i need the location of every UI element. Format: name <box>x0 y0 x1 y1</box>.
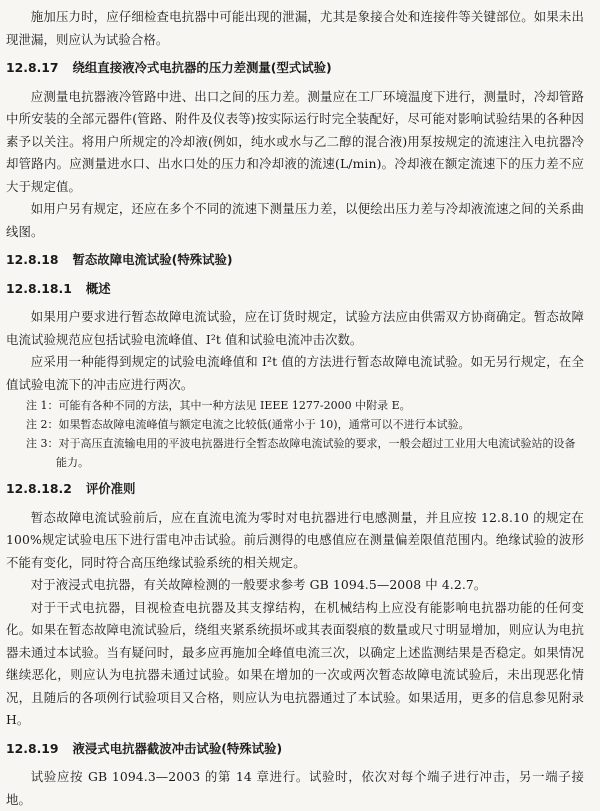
section-title: 暂态故障电流试验(特殊试验) <box>72 252 233 267</box>
paragraph-liquid-immersed: 对于液浸式电抗器，有关故障检测的一般要求参考 GB 1094.5—2008 中 4.2.7。 <box>30 577 487 592</box>
paragraph-pressure-curve: 如用户另有规定，还应在多个不同的流速下测量压力差，以便绘出压力差与冷却液流速之间的关系曲线图。 <box>6 201 584 239</box>
section-number: 12.8.18 <box>6 252 59 267</box>
note-1: 注 1：可能有各种不同的方法，其中一种方法见 IEEE 1277-2000 中附录 E。 <box>26 399 411 412</box>
section-title: 绕组直接液冷式电抗器的压力差测量(型式试验) <box>72 60 332 75</box>
section-heading-12-8-18-1 <box>0 278 600 301</box>
paragraph-transient-method: 应采用一种能得到规定的试验电流峰值和 I²t 值的方法进行暂态故障电流试验。如无另行规定，在全值试验电流下的冲击应进行两次。 <box>6 354 584 392</box>
note-3 <box>0 434 600 472</box>
paragraph-pressure-measure: 应测量电抗器液冷管路中进、出口之间的压力差。测量应在工厂环境温度下进行，测量时，冷却管路中所安装的全部元器件(管路、附件及仪表等)按实际运行时完全装配好，尽可能对影响试验结果的各种因素予以关注。将用户所规定的冷却液(例如，纯水或水与乙二醇的混合液)用泵按规定的流速注入电抗器冷却管路内。应测量进水口、出水口处的压力和冷却液的流速(L/min)。冷却液在额定流速下的压力差不应大于规定值。 <box>6 88 584 194</box>
paragraph-transient-overview: 如果用户要求进行暂态故障电流试验，应在订货时规定，试验方法应由供需双方协商确定。暂态故障电流试验规范应包括试验电流峰值、I²t 值和试验电流冲击次数。 <box>6 309 584 347</box>
note-2: 注 2：如果暂态故障电流峰值与额定电流之比较低(通常小于 10)，通常可以不进行本试验。 <box>26 418 470 431</box>
section-number: 12.8.18.1 <box>6 280 72 296</box>
paragraph-chopped-wave: 试验应按 GB 1094.3—2003 的第 14 章进行。试验时，依次对每个端子进行冲击，另一端子接地。 <box>6 769 584 807</box>
paragraph-evaluation-before-after: 暂态故障电流试验前后，应在直流电流为零时对电抗器进行电感测量，并且应按 12.8.10 的规定在 100%规定试验电压下进行雷电冲击试验。前后测得的电感值应在测量偏差限值范围内。绝缘试验的波形不能有变化，同时符合高压绝缘试验系统的相关规定。 <box>6 509 584 570</box>
section-number: 12.8.18.2 <box>6 481 72 496</box>
section-title: 概述 <box>85 280 111 296</box>
section-heading-12-8-17 <box>0 57 600 80</box>
section-heading-12-8-19 <box>0 738 600 761</box>
section-title: 评价准则 <box>85 481 136 496</box>
section-number: 12.8.19 <box>6 740 59 756</box>
section-title: 液浸式电抗器截波冲击试验(特殊试验) <box>72 740 283 756</box>
section-heading-12-8-18-2 <box>0 478 600 501</box>
section-heading-12-8-18 <box>0 249 600 272</box>
note-3-line-1: 注 3：对于高压直流输电用的平波电抗器进行全暂态故障电流试验的要求，一般会超过工业用大电流试验站的设备 <box>26 437 576 450</box>
paragraph-dry-type: 对于干式电抗器，目视检查电抗器及其支撑结构，在机械结构上应没有能影响电抗器功能的任何变化。如果在暂态故障电流试验后，绕组夹紧系统损坏或其表面裂痕的数量或尺寸明显增加，则应认为电抗器未通过本试验。当有疑问时，最多应再施加全峰值电流三次，以确定上述监测结果是否稳定。如果情况继续恶化，则应认为电抗器未通过试验。如果在增加的一次或两次暂态故障电流试验后，未出现恶化情况，且随后的各项例行试验项目又合格，则应认为电抗器通过了本试验。如果适用，更多的信息参见附录 H。 <box>6 599 584 727</box>
section-number: 12.8.17 <box>6 60 59 75</box>
paragraph-pressure-leak: 施加压力时，应仔细检查电抗器中可能出现的泄漏，尤其是象接合处和连接件等关键部位。如果未出现泄漏，则应认为试验合格。 <box>6 9 584 47</box>
note-3-line-2: 能力。 <box>56 456 89 469</box>
